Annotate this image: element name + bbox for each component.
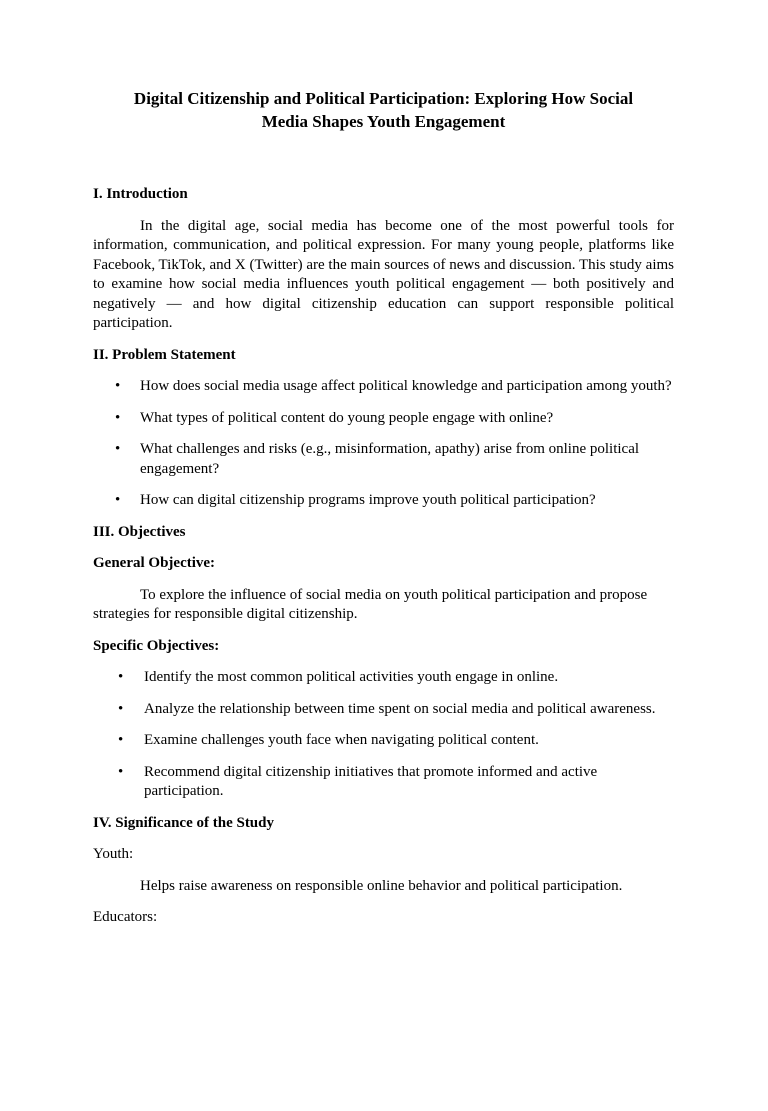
- bullet-icon: •: [115, 409, 121, 426]
- bullet-icon: •: [115, 492, 121, 508]
- introduction-heading: I. Introduction: [93, 186, 188, 202]
- objectives-heading: III. Objectives: [93, 523, 186, 540]
- list-item-text: What types of political content do young people engage with online?: [140, 409, 554, 426]
- list-item-text: Recommend digital citizenship initiatives that promote informed and active participation.: [144, 763, 598, 799]
- document-page: [0, 87, 768, 1111]
- list-item-text: Examine challenges youth face when navigating political content.: [144, 732, 539, 748]
- general-objective-heading: General Objective:: [93, 555, 216, 571]
- list-item-text: What challenges and risks (e.g., misinformation, apathy) arise from online political engagement?: [140, 441, 640, 477]
- significance-heading: IV. Significance of the Study: [93, 814, 274, 831]
- bullet-icon: •: [118, 732, 124, 748]
- bullet-icon: •: [115, 378, 121, 394]
- list-item: [93, 668, 674, 688]
- bullet-icon: •: [115, 441, 121, 457]
- title-line-1: Digital Citizenship and Political Participation: Exploring How Social: [133, 89, 634, 108]
- list-item-text: How does social media usage affect political knowledge and participation among youth?: [140, 378, 672, 394]
- document-title: [115, 87, 652, 133]
- list-item-text: How can digital citizenship programs improve youth political participation?: [140, 492, 596, 508]
- list-item: [93, 440, 674, 479]
- list-item: [93, 731, 674, 751]
- bullet-icon: •: [118, 763, 124, 780]
- list-item: [93, 763, 674, 802]
- list-item-text: Analyze the relationship between time spent on social media and political awareness.: [144, 700, 656, 717]
- bullet-icon: •: [118, 700, 124, 717]
- problem-statement-heading: II. Problem Statement: [93, 346, 236, 363]
- list-item: [93, 700, 674, 720]
- educators-label: Educators:: [93, 909, 158, 925]
- specific-objectives-heading: Specific Objectives:: [93, 637, 220, 654]
- youth-label: Youth:: [93, 846, 134, 862]
- list-item: [93, 409, 674, 429]
- list-item: [93, 377, 674, 397]
- introduction-paragraph: In the digital age, social media has become one of the most powerful tools for information, communication, and political expression. For many young people, platforms like Facebook, TikTok, and X (Twitter) are the main sources of news and discussion. This study aims to examine how social media influences youth political engagement — both positively and negatively — and how digital citizenship education can support responsible political participation.: [93, 217, 674, 331]
- youth-paragraph: Helps raise awareness on responsible online behavior and political participation.: [140, 877, 623, 894]
- bullet-icon: •: [118, 669, 124, 685]
- problem-statement-list: [93, 377, 674, 511]
- title-line-2: Media Shapes Youth Engagement: [261, 112, 506, 131]
- specific-objectives-list: [93, 668, 674, 802]
- list-item-text: Identify the most common political activities youth engage in online.: [144, 669, 559, 685]
- list-item: [93, 491, 674, 511]
- general-objective-paragraph: To explore the influence of social media on youth political participation and propose strategies for responsible digital citizenship.: [93, 586, 648, 622]
